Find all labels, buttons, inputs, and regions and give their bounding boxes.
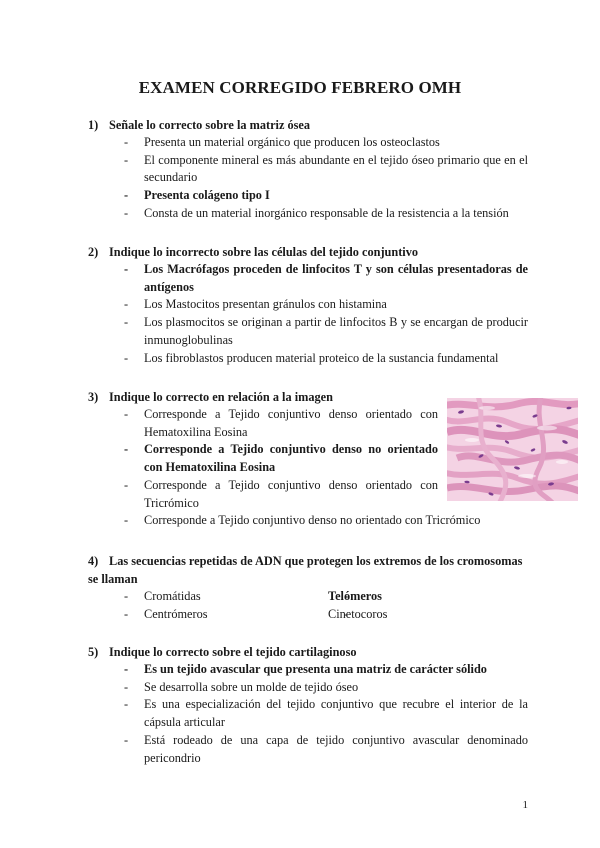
question-5 (88, 643, 528, 767)
answer-option[interactable]: - Se desarrolla sobre un molde de tejido óseo (88, 679, 528, 697)
answer-option[interactable]: - Presenta un material orgánico que producen los osteoclastos (88, 134, 528, 152)
answer-option[interactable]: - Corresponde a Tejido conjuntivo denso orientado con Tricrómico (88, 477, 438, 512)
question-text: Señale lo correcto sobre la matriz ósea (109, 118, 311, 132)
answer-option[interactable]: - Los Mastocitos presentan gránulos con histamina (88, 296, 528, 314)
answer-option[interactable]: - Está rodeado de una capa de tejido conjuntivo avascular denominado pericondrio (88, 732, 528, 767)
answer-option[interactable]: - Corresponde a Tejido conjuntivo denso orientado con Hematoxilina Eosina (88, 406, 438, 441)
question-text: Indique lo incorrecto sobre las células del tejido conjuntivo (109, 245, 419, 259)
answer-option[interactable]: - Corresponde a Tejido conjuntivo denso no orientado con Tricrómico (88, 512, 528, 530)
question-text: Indique lo correcto sobre el tejido cartilaginoso (109, 645, 357, 659)
question-number: 5) (88, 645, 99, 659)
page-number: 1 (522, 799, 528, 811)
question-number: 1) (88, 118, 99, 132)
answer-option[interactable]: - Cinetocoros (308, 606, 528, 624)
answer-option[interactable]: - Centrómeros (88, 606, 308, 624)
question-number: 3) (88, 390, 99, 404)
answer-option[interactable]: - Los plasmocitos se originan a partir de linfocitos B y se encargan de producir inmunoglobulinas (88, 314, 528, 349)
answer-option[interactable]: - Es una especialización del tejido conjuntivo que recubre el interior de la cápsula articular (88, 696, 528, 731)
question-number: 2) (88, 245, 99, 259)
answer-option-correct[interactable]: - Telómeros (308, 588, 528, 606)
question-1 (88, 116, 528, 223)
answer-option-correct[interactable]: - Presenta colágeno tipo I (88, 187, 528, 205)
question-4 (88, 552, 528, 623)
histology-micrograph (447, 398, 578, 501)
answer-option-correct[interactable]: - Es un tejido avascular que presenta una matriz de carácter sólido (88, 661, 528, 679)
question-text: Indique lo correcto en relación a la imagen (109, 390, 333, 404)
question-2 (88, 243, 528, 367)
answer-option[interactable]: - Consta de un material inorgánico responsable de la resistencia a la tensión (88, 205, 528, 223)
question-text: Las secuencias repetidas de ADN que protegen los extremos de los cromosomas se llaman (88, 554, 523, 586)
answer-option[interactable]: - Cromátidas (88, 588, 308, 606)
answer-option-correct[interactable]: - Los Macrófagos proceden de linfocitos T y son células presentadoras de antígenos (88, 261, 528, 296)
question-number: 4) (88, 554, 99, 568)
answer-option[interactable]: - El componente mineral es más abundante en el tejido óseo primario que en el secundario (88, 152, 528, 187)
page-title: EXAMEN CORREGIDO FEBRERO OMH (138, 78, 462, 97)
answer-option[interactable]: - Los fibroblastos producen material proteico de la sustancia fundamental (88, 350, 528, 368)
answer-option-correct[interactable]: - Corresponde a Tejido conjuntivo denso no orientado con Hematoxilina Eosina (88, 441, 438, 476)
